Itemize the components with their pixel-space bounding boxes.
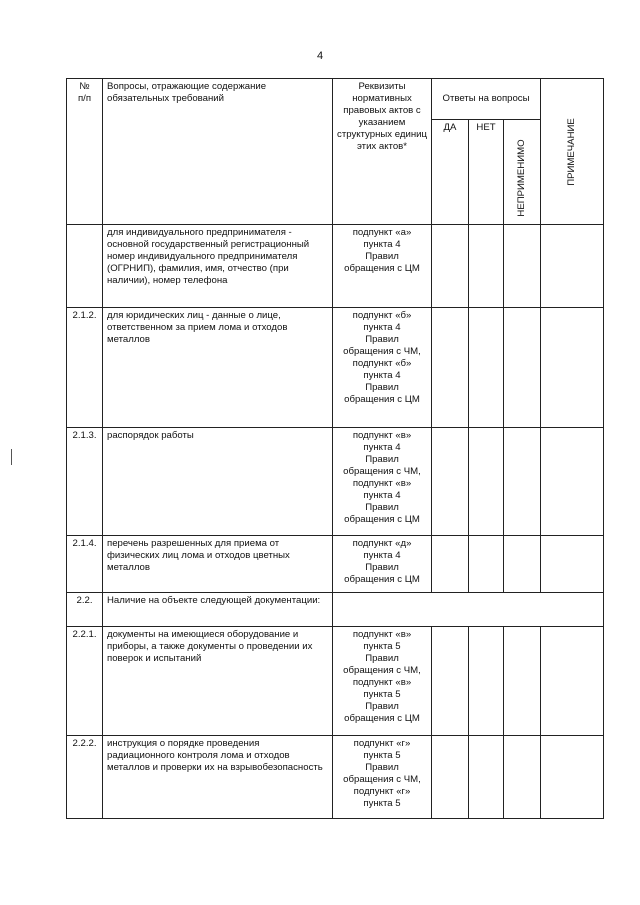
note-cell[interactable] xyxy=(541,736,604,819)
answer-na-cell[interactable] xyxy=(504,225,541,308)
row-num: 2.1.2. xyxy=(67,308,103,428)
table-row xyxy=(67,536,604,593)
row-question: документы на имеющиеся оборудование и приборы, а также документы о проведении их поверок и испытаний xyxy=(103,627,333,736)
answer-yes-cell[interactable] xyxy=(432,536,469,593)
row-requisites: подпункт «а» пункта 4 Правил обращения с ЦМ xyxy=(333,225,432,308)
header-not-applicable-label: НЕПРИМЕНИМО xyxy=(516,139,528,217)
note-cell[interactable] xyxy=(541,627,604,736)
answer-no-cell[interactable] xyxy=(469,736,504,819)
row-question: распорядок работы xyxy=(103,428,333,536)
row-requisites: подпункт «в» пункта 4 Правил обращения с ЧМ, подпункт «в» пункта 4 Правил обращения с ЦМ xyxy=(333,428,432,536)
note-cell[interactable] xyxy=(541,428,604,536)
answer-na-cell[interactable] xyxy=(504,536,541,593)
header-yes: ДА xyxy=(432,120,469,225)
row-num xyxy=(67,225,103,308)
answer-na-cell[interactable] xyxy=(504,736,541,819)
answer-yes-cell[interactable] xyxy=(432,308,469,428)
header-num: № п/п xyxy=(67,79,103,225)
row-num: 2.2. xyxy=(67,593,103,627)
row-requisites: подпункт «д» пункта 4 Правил обращения с ЦМ xyxy=(333,536,432,593)
answer-yes-cell[interactable] xyxy=(432,736,469,819)
row-requisites xyxy=(333,593,604,627)
row-requisites: подпункт «б» пункта 4 Правил обращения с ЧМ, подпункт «б» пункта 4 Правил обращения с ЦМ xyxy=(333,308,432,428)
answer-na-cell[interactable] xyxy=(504,428,541,536)
header-not-applicable xyxy=(504,120,541,225)
answer-na-cell[interactable] xyxy=(504,627,541,736)
answer-yes-cell[interactable] xyxy=(432,428,469,536)
row-question: для индивидуального предпринимателя - основной государственный регистрационный номер индивидуального предпринимателя (ОГРНИП), фамилия, имя, отчество (при наличии), номер телефона xyxy=(103,225,333,308)
answer-no-cell[interactable] xyxy=(469,627,504,736)
answer-na-cell[interactable] xyxy=(504,308,541,428)
table-row xyxy=(67,308,604,428)
row-requisites: подпункт «г» пункта 5 Правил обращения с ЧМ, подпункт «г» пункта 5 xyxy=(333,736,432,819)
header-answers: Ответы на вопросы xyxy=(432,79,541,120)
note-cell[interactable] xyxy=(541,308,604,428)
row-question: инструкция о порядке проведения радиационного контроля лома и отходов металлов и проверки их на взрывобезопасность xyxy=(103,736,333,819)
answer-no-cell[interactable] xyxy=(469,536,504,593)
table-row xyxy=(67,225,604,308)
row-question: Наличие на объекте следующей документации: xyxy=(103,593,333,627)
header-note-label: ПРИМЕЧАНИЕ xyxy=(566,117,578,186)
answer-yes-cell[interactable] xyxy=(432,225,469,308)
header-note xyxy=(541,79,604,225)
row-question: перечень разрешенных для приема от физических лиц лома и отходов цветных металлов xyxy=(103,536,333,593)
answer-no-cell[interactable] xyxy=(469,428,504,536)
margin-mark xyxy=(11,449,12,465)
answer-no-cell[interactable] xyxy=(469,225,504,308)
table-row xyxy=(67,736,604,819)
note-cell[interactable] xyxy=(541,536,604,593)
table-row xyxy=(67,627,604,736)
table-row xyxy=(67,593,604,627)
header-no: НЕТ xyxy=(469,120,504,225)
row-num: 2.2.2. xyxy=(67,736,103,819)
answer-yes-cell[interactable] xyxy=(432,627,469,736)
row-question: для юридических лиц - данные о лице, ответственном за прием лома и отходов металлов xyxy=(103,308,333,428)
row-num: 2.2.1. xyxy=(67,627,103,736)
page-number: 4 xyxy=(316,50,324,62)
header-requisites: Реквизиты нормативных правовых актов с указанием структурных единиц этих актов* xyxy=(333,79,432,225)
row-num: 2.1.3. xyxy=(67,428,103,536)
answer-no-cell[interactable] xyxy=(469,308,504,428)
checklist-table xyxy=(66,78,604,819)
row-num: 2.1.4. xyxy=(67,536,103,593)
row-requisites: подпункт «в» пункта 5 Правил обращения с ЧМ, подпункт «в» пункта 5 Правил обращения с ЦМ xyxy=(333,627,432,736)
header-questions: Вопросы, отражающие содержание обязательных требований xyxy=(103,79,333,225)
note-cell[interactable] xyxy=(541,225,604,308)
header-row xyxy=(67,79,604,120)
table-row xyxy=(67,428,604,536)
